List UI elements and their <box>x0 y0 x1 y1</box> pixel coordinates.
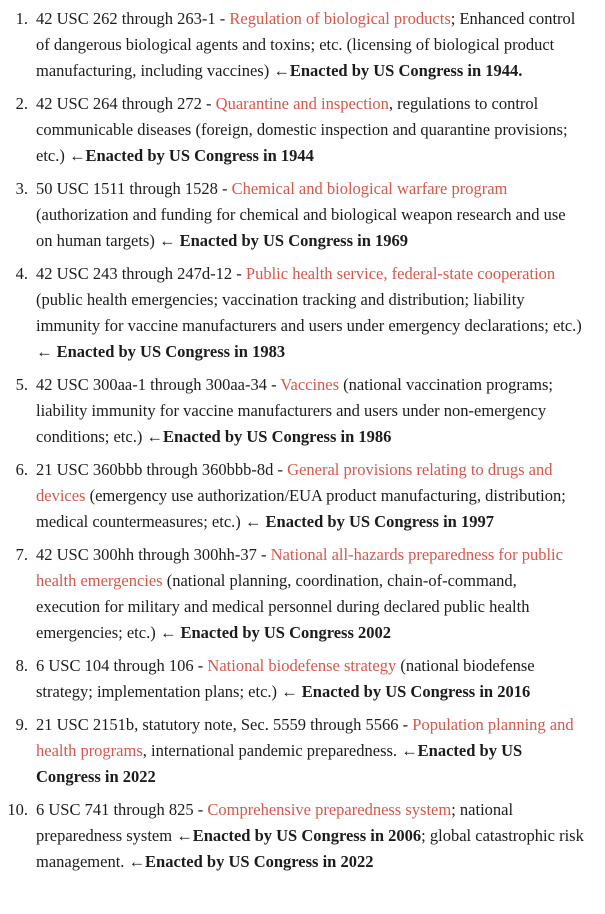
text-segment: ; global catastrophic risk management. ← <box>36 826 584 871</box>
statute-link[interactable]: Vaccines <box>280 375 340 394</box>
text-segment: 42 USC 243 through 247d-12 - <box>36 264 246 283</box>
enacted-note: Enacted by US Congress in 1997 <box>265 512 494 531</box>
text-segment: 6 USC 741 through 825 - <box>36 800 208 819</box>
enacted-note: Enacted by US Congress in 1944 <box>85 146 314 165</box>
list-item-content <box>36 797 585 875</box>
text-segment: (national vaccination programs; liability immunity for vaccine manufacturers and users under non-emergency conditions; etc.) ← <box>36 375 554 446</box>
list-item-content <box>36 457 585 535</box>
statute-link[interactable]: General provisions relating to drugs and devices <box>36 460 553 505</box>
statute-link[interactable]: Population planning and health programs <box>36 715 574 760</box>
text-segment: , regulations to control communicable diseases (foreign, domestic inspection and quarantine provisions; etc.) ← <box>36 94 568 165</box>
enacted-note: Enacted by US Congress in 1986 <box>162 427 392 446</box>
list-item <box>6 653 585 705</box>
statute-list <box>6 6 585 875</box>
list-item-number: 9. <box>15 715 28 734</box>
text-segment: 21 USC 2151b, statutory note, Sec. 5559 through 5566 - <box>36 715 413 734</box>
statute-link[interactable]: Public health service, federal-state cooperation <box>245 264 556 283</box>
text-segment: 6 USC 104 through 106 - <box>36 656 208 675</box>
text-segment: ; national preparedness system ← <box>36 800 514 845</box>
text-segment: (public health emergencies; vaccination tracking and distribution; liability immunity for vaccine manufacturers and users under emergency declarations; etc.) ← <box>36 290 582 361</box>
enacted-note: Enacted by US Congress in 2016 <box>301 682 531 701</box>
statute-link[interactable]: National all-hazards preparedness for public health emergencies <box>36 545 563 590</box>
statute-link[interactable]: Comprehensive preparedness system <box>207 800 452 819</box>
list-item-content <box>36 261 585 365</box>
list-item-number: 3. <box>15 179 28 198</box>
list-item <box>6 6 585 84</box>
list-item-content <box>36 6 585 84</box>
list-item <box>6 372 585 450</box>
text-segment: 21 USC 360bbb through 360bbb-8d - <box>36 460 288 479</box>
statute-link[interactable]: National biodefense strategy <box>207 656 397 675</box>
text-segment: (emergency use authorization/EUA product manufacturing, distribution; medical countermeasures; etc.) ← <box>36 486 566 531</box>
list-item-number: 7. <box>15 545 28 564</box>
enacted-note: Enacted by US Congress in 2006 <box>192 826 422 845</box>
list-item-content <box>36 372 585 450</box>
list-item-number: 1. <box>15 9 28 28</box>
enacted-note: Enacted by US Congress in 2022 <box>145 852 374 871</box>
list-item-number: 10. <box>7 800 28 819</box>
list-item <box>6 261 585 365</box>
list-item-content <box>36 176 585 254</box>
list-item <box>6 176 585 254</box>
list-item-number: 6. <box>15 460 28 479</box>
list-item-content <box>36 712 585 790</box>
list-item <box>6 457 585 535</box>
list-item-number: 2. <box>15 94 28 113</box>
statute-link[interactable]: Quarantine and inspection <box>215 94 389 113</box>
enacted-note: Enacted by US Congress 2002 <box>180 623 392 642</box>
enacted-note: Enacted by US Congress in 2022 <box>36 741 523 786</box>
statute-link[interactable]: Chemical and biological warfare program <box>231 179 508 198</box>
list-item-number: 5. <box>15 375 28 394</box>
list-item-content <box>36 542 585 646</box>
text-segment: (national biodefense strategy; implementation plans; etc.) ← <box>36 656 535 701</box>
enacted-note: Enacted by US Congress in 1969 <box>179 231 409 250</box>
text-segment: (national planning, coordination, chain-of-command, execution for military and medical personnel during declared public health emergencies; etc.) ← <box>36 571 530 642</box>
text-segment: 50 USC 1511 through 1528 - <box>36 179 232 198</box>
list-item <box>6 797 585 875</box>
text-segment: 42 USC 300aa-1 through 300aa-34 - <box>36 375 281 394</box>
list-item-number: 4. <box>15 264 28 283</box>
text-segment: 42 USC 262 through 263-1 - <box>36 9 230 28</box>
text-segment: (authorization and funding for chemical and biological weapon research and use on human targets) ← <box>36 205 566 250</box>
list-item-number: 8. <box>15 656 28 675</box>
list-item <box>6 91 585 169</box>
text-segment: , international pandemic preparedness. ← <box>142 741 418 760</box>
text-segment: 42 USC 264 through 272 - <box>36 94 216 113</box>
statute-link[interactable]: Regulation of biological products <box>229 9 451 28</box>
enacted-note: Enacted by US Congress in 1944. <box>289 61 523 80</box>
enacted-note: Enacted by US Congress in 1983 <box>56 342 286 361</box>
list-item-content <box>36 91 585 169</box>
list-item-content <box>36 653 585 705</box>
text-segment: ; Enhanced control of dangerous biological agents and toxins; etc. (licensing of biological product manufacturing, including vaccines) ← <box>36 9 576 80</box>
list-item <box>6 542 585 646</box>
text-segment: 42 USC 300hh through 300hh-37 - <box>36 545 271 564</box>
list-item <box>6 712 585 790</box>
